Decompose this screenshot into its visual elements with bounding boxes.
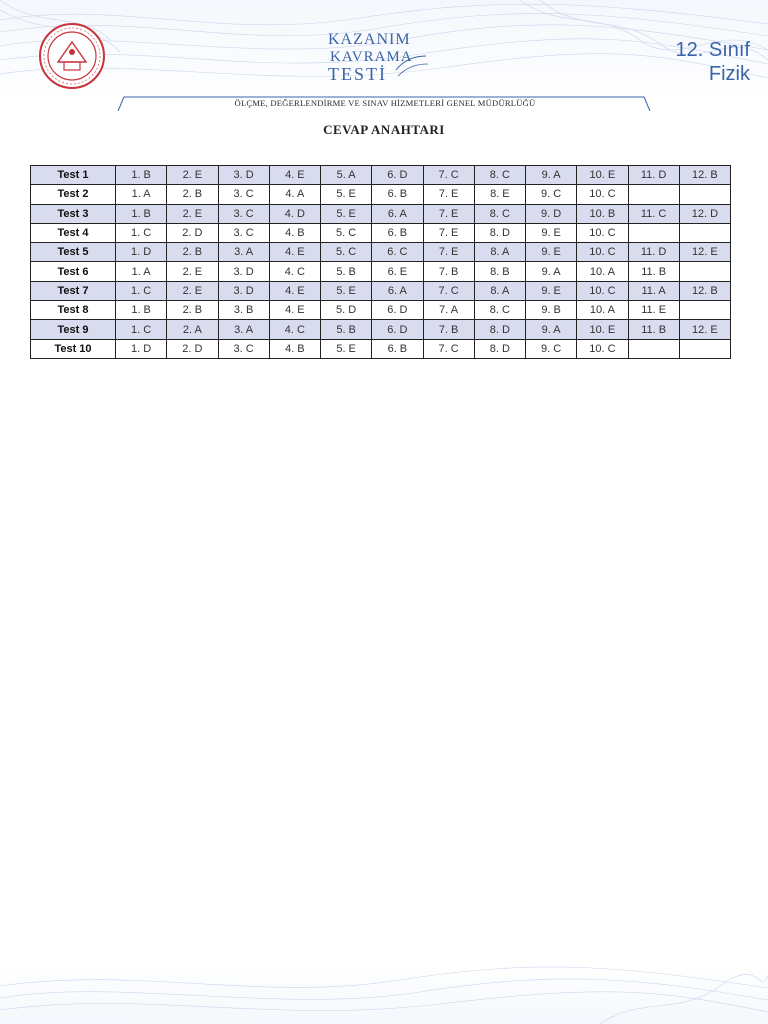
answer-cell: 2. D: [167, 223, 218, 242]
answer-cell: 11. D: [628, 243, 679, 262]
answer-cell: 1. C: [116, 281, 167, 300]
answer-cell: 3. A: [218, 243, 269, 262]
answer-cell: 4. B: [269, 339, 320, 358]
svg-text:KAVRAMA: KAVRAMA: [330, 49, 413, 65]
answer-cell: [679, 301, 730, 320]
answer-cell: 8. D: [474, 223, 525, 242]
answer-cell: 5. E: [321, 204, 372, 223]
answer-cell: 9. E: [526, 223, 577, 242]
answer-cell: 6. C: [372, 243, 423, 262]
answer-cell: 6. A: [372, 204, 423, 223]
answer-cell: 9. C: [526, 185, 577, 204]
answer-cell: 12. E: [679, 320, 730, 339]
answer-cell: 1. C: [116, 320, 167, 339]
answer-cell: 2. E: [167, 281, 218, 300]
table-row: [31, 320, 731, 339]
answer-cell: 2. E: [167, 204, 218, 223]
test-label: Test 2: [31, 185, 116, 204]
grade-label: 12. Sınıf: [675, 39, 750, 61]
answer-cell: 9. E: [526, 281, 577, 300]
wave-pattern-footer: [0, 966, 768, 1024]
answer-cell: 1. B: [116, 166, 167, 185]
answer-cell: 8. D: [474, 320, 525, 339]
answer-cell: 1. A: [116, 262, 167, 281]
answer-cell: 10. A: [577, 262, 628, 281]
answer-cell: 3. C: [218, 204, 269, 223]
answer-cell: 1. B: [116, 204, 167, 223]
answer-cell: 2. E: [167, 262, 218, 281]
answer-cell: 3. D: [218, 281, 269, 300]
answer-cell: 2. B: [167, 243, 218, 262]
table-row: [31, 223, 731, 242]
answer-cell: 9. E: [526, 243, 577, 262]
answer-cell: 3. D: [218, 262, 269, 281]
answer-cell: 10. C: [577, 339, 628, 358]
answer-cell: 12. B: [679, 166, 730, 185]
table-row: [31, 185, 731, 204]
answer-cell: 11. C: [628, 204, 679, 223]
test-label: Test 8: [31, 301, 116, 320]
answer-cell: 4. C: [269, 262, 320, 281]
answer-cell: 3. C: [218, 185, 269, 204]
answer-cell: 8. A: [474, 243, 525, 262]
answer-cell: 4. C: [269, 320, 320, 339]
answer-cell: 11. D: [628, 166, 679, 185]
answer-cell: 5. E: [321, 339, 372, 358]
answer-cell: 11. B: [628, 262, 679, 281]
answer-cell: 7. B: [423, 262, 474, 281]
answer-cell: 5. C: [321, 223, 372, 242]
table-row: [31, 204, 731, 223]
answer-cell: 5. C: [321, 243, 372, 262]
footer-band: [0, 966, 768, 1024]
directorate-name: ÖLÇME, DEĞERLENDİRME VE SINAV HİZMETLERİ GENEL MÜDÜRLÜĞÜ: [234, 98, 536, 108]
answer-cell: 4. E: [269, 166, 320, 185]
answer-cell: 10. B: [577, 204, 628, 223]
test-label: Test 9: [31, 320, 116, 339]
answer-cell: 2. D: [167, 339, 218, 358]
answer-cell: 4. D: [269, 204, 320, 223]
answer-cell: 1. D: [116, 243, 167, 262]
answer-cell: 9. A: [526, 166, 577, 185]
answer-cell: 6. E: [372, 262, 423, 281]
answer-cell: 12. D: [679, 204, 730, 223]
answer-cell: 7. E: [423, 243, 474, 262]
answer-cell: 5. B: [321, 320, 372, 339]
answer-cell: 7. E: [423, 185, 474, 204]
answer-cell: 10. C: [577, 281, 628, 300]
answer-cell: 4. E: [269, 243, 320, 262]
answer-cell: 11. A: [628, 281, 679, 300]
grade-subject: [676, 38, 751, 86]
answer-cell: 1. B: [116, 301, 167, 320]
answer-cell: 8. A: [474, 281, 525, 300]
test-label: Test 1: [31, 166, 116, 185]
answer-cell: 2. B: [167, 185, 218, 204]
svg-text:KAZANIM: KAZANIM: [328, 31, 411, 48]
test-label: Test 7: [31, 281, 116, 300]
answer-cell: 6. D: [372, 166, 423, 185]
page-title: CEVAP ANAHTARI: [323, 122, 445, 137]
answer-cell: 5. B: [321, 262, 372, 281]
table-row: [31, 339, 731, 358]
answer-cell: 7. E: [423, 204, 474, 223]
answer-cell: 6. B: [372, 223, 423, 242]
answer-cell: [679, 185, 730, 204]
answer-cell: 10. E: [577, 320, 628, 339]
answer-cell: 1. C: [116, 223, 167, 242]
answer-cell: 5. A: [321, 166, 372, 185]
answer-cell: 7. B: [423, 320, 474, 339]
test-label: Test 5: [31, 243, 116, 262]
kazanim-kavrama-testi-logo: [322, 26, 432, 88]
test-label: Test 10: [31, 339, 116, 358]
answer-cell: 8. B: [474, 262, 525, 281]
answer-cell: 9. C: [526, 339, 577, 358]
answer-cell: 8. C: [474, 166, 525, 185]
answer-cell: 10. C: [577, 185, 628, 204]
answer-cell: 6. D: [372, 320, 423, 339]
answer-cell: 7. E: [423, 223, 474, 242]
answer-cell: 9. A: [526, 320, 577, 339]
answer-cell: 7. C: [423, 166, 474, 185]
answer-cell: 11. B: [628, 320, 679, 339]
answer-cell: 10. E: [577, 166, 628, 185]
answer-cell: 6. B: [372, 339, 423, 358]
answer-cell: 8. E: [474, 185, 525, 204]
answer-cell: 12. E: [679, 243, 730, 262]
answer-cell: 7. C: [423, 281, 474, 300]
svg-text:TESTİ: TESTİ: [328, 64, 387, 84]
answer-cell: 5. E: [321, 281, 372, 300]
answer-cell: 4. A: [269, 185, 320, 204]
test-label: Test 3: [31, 204, 116, 223]
answer-key-body: [31, 166, 731, 359]
answer-cell: [679, 262, 730, 281]
answer-cell: 3. D: [218, 166, 269, 185]
answer-cell: 3. C: [218, 223, 269, 242]
answer-cell: 6. D: [372, 301, 423, 320]
answer-cell: 10. C: [577, 223, 628, 242]
answer-cell: 4. E: [269, 301, 320, 320]
answer-cell: [679, 339, 730, 358]
answer-cell: 3. B: [218, 301, 269, 320]
answer-key-table: [30, 165, 731, 359]
answer-cell: [628, 339, 679, 358]
ministry-seal-logo: [38, 22, 106, 90]
answer-cell: [679, 223, 730, 242]
answer-cell: 5. D: [321, 301, 372, 320]
answer-cell: 2. B: [167, 301, 218, 320]
answer-cell: 6. B: [372, 185, 423, 204]
answer-cell: [628, 223, 679, 242]
test-label: Test 4: [31, 223, 116, 242]
answer-cell: 3. A: [218, 320, 269, 339]
test-label: Test 6: [31, 262, 116, 281]
answer-cell: 7. C: [423, 339, 474, 358]
answer-cell: 2. A: [167, 320, 218, 339]
table-row: [31, 301, 731, 320]
answer-cell: 7. A: [423, 301, 474, 320]
table-row: [31, 262, 731, 281]
answer-cell: 10. C: [577, 243, 628, 262]
answer-cell: 9. D: [526, 204, 577, 223]
answer-cell: 9. A: [526, 262, 577, 281]
answer-cell: 5. E: [321, 185, 372, 204]
answer-cell: 4. B: [269, 223, 320, 242]
answer-cell: 1. A: [116, 185, 167, 204]
subject-label: Fizik: [708, 63, 750, 85]
table-row: [31, 166, 731, 185]
answer-cell: 3. C: [218, 339, 269, 358]
answer-cell: 8. C: [474, 301, 525, 320]
answer-cell: 2. E: [167, 166, 218, 185]
table-row: [31, 243, 731, 262]
answer-cell: 8. C: [474, 204, 525, 223]
answer-cell: 11. E: [628, 301, 679, 320]
answer-cell: 8. D: [474, 339, 525, 358]
answer-cell: 9. B: [526, 301, 577, 320]
answer-cell: 12. B: [679, 281, 730, 300]
table-row: [31, 281, 731, 300]
answer-cell: 10. A: [577, 301, 628, 320]
answer-cell: 6. A: [372, 281, 423, 300]
answer-cell: 1. D: [116, 339, 167, 358]
answer-cell: 4. E: [269, 281, 320, 300]
answer-cell: [628, 185, 679, 204]
